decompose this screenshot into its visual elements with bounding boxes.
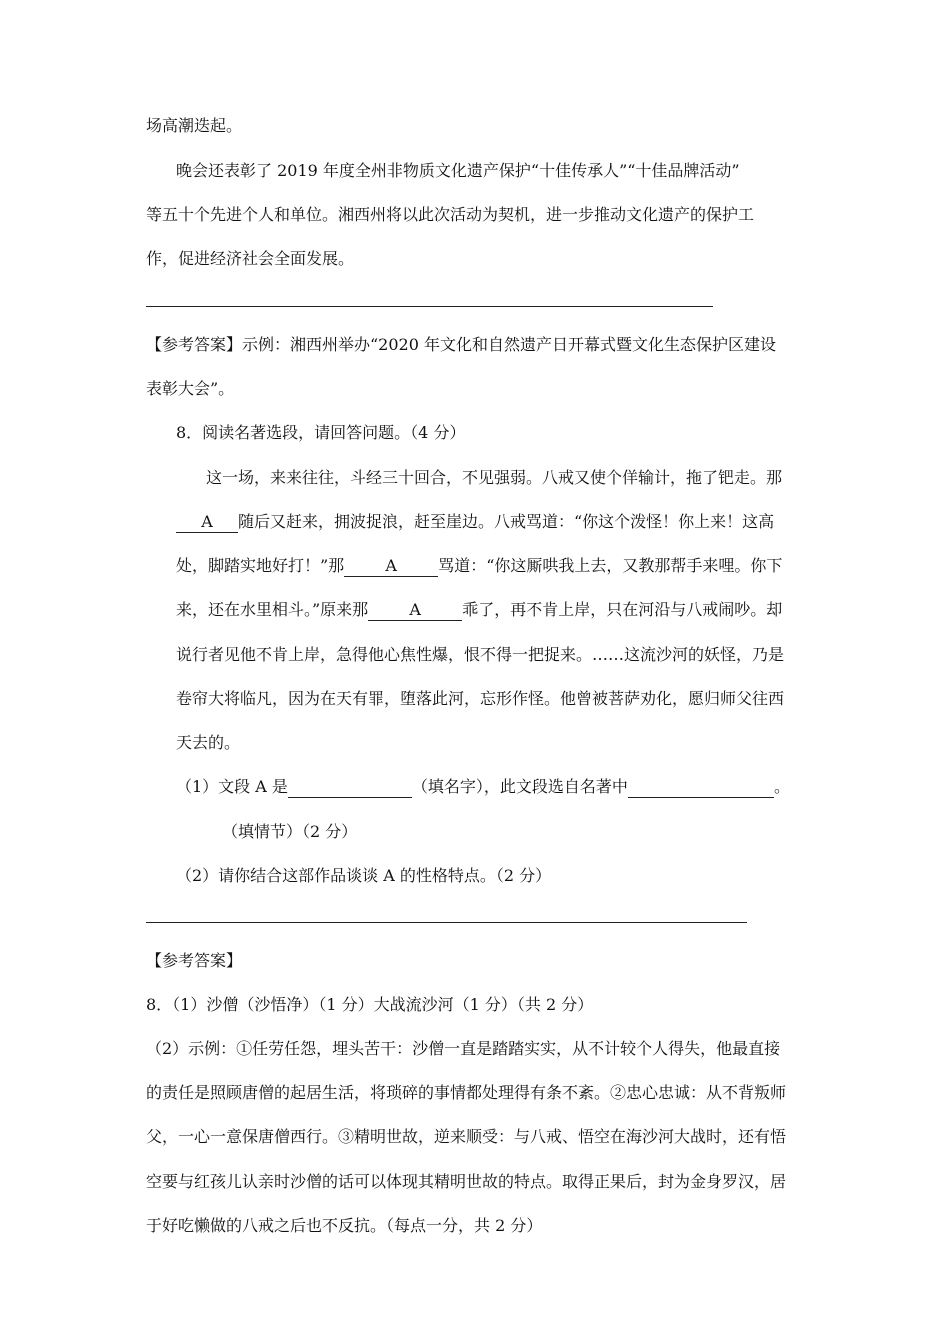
excerpt-line: 说行者见他不肯上岸，急得他心焦性爆，恨不得一把捉来。……这流沙河的妖怪，乃是 [176,645,785,664]
answer-line [146,922,747,923]
excerpt-line: A 随后又赶来，拥波捉浪，赶至崖边。八戒骂道：“你这个泼怪！你上来！这高 [176,512,774,533]
passage-line: 作，促进经济社会全面发展。 [146,249,355,268]
reference-answer-heading: 【参考答案】 [146,951,243,970]
passage-line: 场高潮迭起。 [146,116,243,135]
reference-answer: 父，一心一意保唐僧西行。③精明世故，逆来顺受：与八戒、悟空在海沙河大战时，还有悟 [146,1127,787,1146]
reference-answer: 【参考答案】示例：湘西州举办“2020 年文化和自然遗产日开幕式暨文化生态保护区建设 [146,335,776,354]
question-title: 8．阅读名著选段，请回答问题。（4 分） [176,423,466,442]
reference-answer: （2）示例：①任劳任怨，埋头苦干：沙僧一直是踏踏实实，从不计较个人得失，他最直接 [146,1039,781,1058]
excerpt-line: 卷帘大将临凡，因为在天有罪，堕落此河，忘形作怪。他曾被菩萨劝化，愿归师父往西 [176,689,785,708]
fill-blank-a: A [344,556,438,577]
sub-question-2: （2）请你结合这部作品谈谈 A 的性格特点。（2 分） [176,866,552,885]
fill-blank-a: A [368,600,462,621]
excerpt-line: 处，脚踏实地好打！”那 A 骂道：“你这厮哄我上去，又教那帮手来哩。你下 [176,556,783,575]
reference-answer: 空要与红孩儿认亲时沙僧的话可以体现其精明世故的特点。取得正果后，封为金身罗汉，居 [146,1172,787,1191]
plot-blank [628,777,774,798]
passage-line: 等五十个先进个人和单位。湘西州将以此次活动为契机，进一步推动文化遗产的保护工 [146,205,755,224]
reference-answer: 于好吃懒做的八戒之后也不反抗。（每点一分，共 2 分） [146,1216,543,1235]
passage-line: 晚会还表彰了 2019 年度全州非物质文化遗产保护“十佳传承人”“十佳品牌活动” [176,161,740,180]
name-blank [288,777,412,798]
answer-line [146,306,713,307]
excerpt-line: 这一场，来来往往，斗经三十回合，不见强弱。八戒又使个佯输计，拖了钯走。那 [206,468,783,487]
sub-question-1-note: （填情节）（2 分） [222,822,358,841]
reference-answer: 表彰大会”。 [146,379,235,398]
excerpt-line: 来，还在水里相斗。”原来那 A 乖了，再不肯上岸，只在河沿与八戒闹吵。却 [176,600,783,619]
excerpt-line: 天去的。 [176,733,241,752]
sub-question-1: （1）文段 A 是 （填名字），此文段选自名著中 。 [176,777,790,796]
reference-answer: 的责任是照顾唐僧的起居生活，将琐碎的事情都处理得有条不紊。②忠心忠诚：从不背叛师 [146,1083,787,1102]
fill-blank-a: A [176,512,238,533]
reference-answer: 8．（1）沙僧（沙悟净）（1 分）大战流沙河（1 分）（共 2 分） [146,995,594,1014]
